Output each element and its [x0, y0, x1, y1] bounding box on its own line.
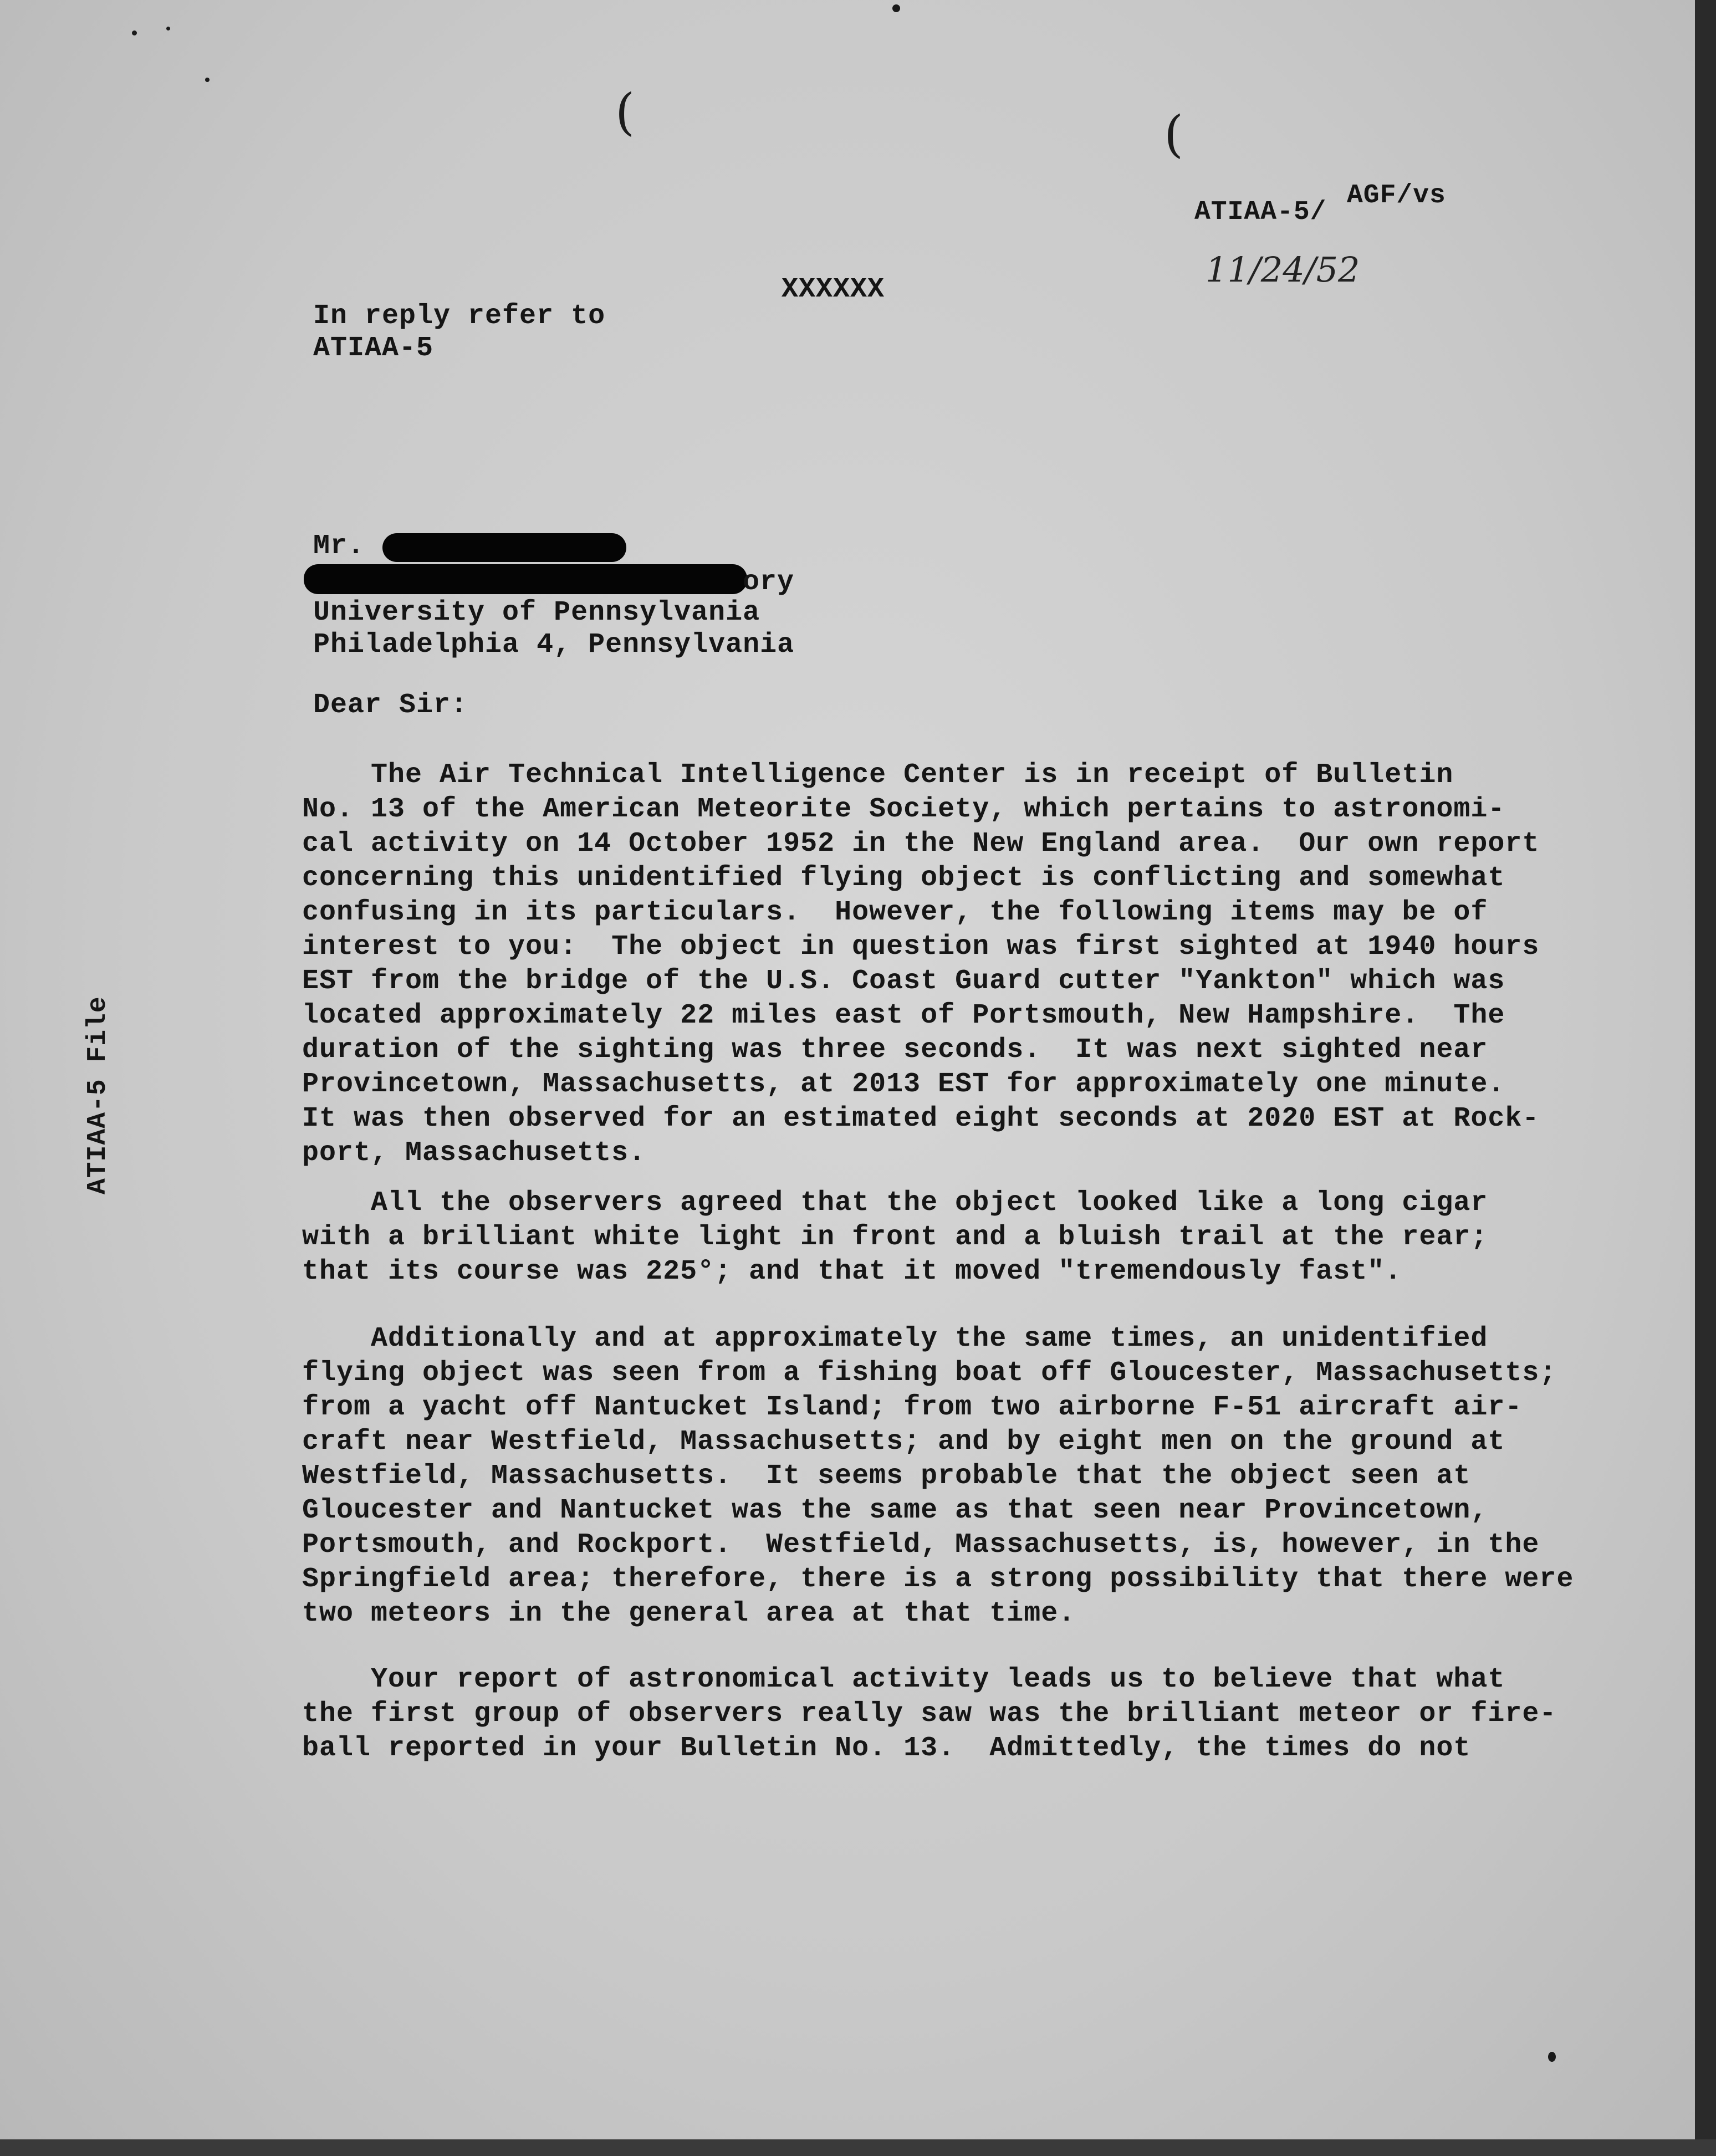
- body-line: Gloucester and Nantucket was the same as that seen near Provincetown,: [302, 1495, 1488, 1526]
- body-line: Westfield, Massachusetts. It seems probable that the object seen at: [302, 1460, 1471, 1492]
- reply-reference-line2: ATIAA-5: [313, 333, 434, 364]
- body-line: Provincetown, Massachusetts, at 2013 EST for approximately one minute.: [302, 1069, 1505, 1100]
- body-line: located approximately 22 miles east of Portsmouth, New Hampshire. The: [302, 1000, 1505, 1031]
- body-line: port, Massachusetts.: [302, 1137, 646, 1169]
- body-line: flying object was seen from a fishing boat off Gloucester, Massachusetts;: [302, 1357, 1557, 1389]
- body-line: No. 13 of the American Meteorite Society, which pertains to astronomi-: [302, 794, 1505, 825]
- addressee-institution: University of Pennsylvania: [313, 597, 760, 629]
- scan-border-right: [1695, 0, 1716, 2156]
- body-line: confusing in its particulars. However, the following items may be of: [302, 897, 1488, 928]
- body-line: Springfield area; therefore, there is a strong possibility that there were: [302, 1564, 1574, 1595]
- scan-border-bottom: [0, 2139, 1716, 2156]
- scan-mark: (: [1164, 105, 1184, 164]
- paragraph-3: [302, 1322, 1574, 1631]
- body-line: craft near Westfield, Massachusetts; and by eight men on the ground at: [302, 1426, 1505, 1458]
- body-line: with a brilliant white light in front and a bluish trail at the rear;: [302, 1222, 1488, 1253]
- redaction-bar: [382, 533, 626, 562]
- body-line: two meteors in the general area at that time.: [302, 1598, 1076, 1629]
- body-line: cal activity on 14 October 1952 in the New England area. Our own report: [302, 828, 1540, 860]
- addressee-line2-suffix: ory: [743, 566, 795, 598]
- redaction-bar: [304, 564, 747, 594]
- addressee-prefix: Mr.: [313, 530, 365, 562]
- scan-speck: [1548, 2052, 1556, 2062]
- body-line: the first group of observers really saw was the brilliant meteor or fire-: [302, 1698, 1557, 1730]
- body-line: Portsmouth, and Rockport. Westfield, Massachusetts, is, however, in the: [302, 1529, 1540, 1561]
- body-line: concerning this unidentified flying object is conflicting and somewhat: [302, 862, 1505, 894]
- scan-speck: [166, 27, 170, 30]
- body-line: It was then observed for an estimated eight seconds at 2020 EST at Rock-: [302, 1103, 1540, 1135]
- handwritten-date: 11/24/52: [1206, 249, 1360, 290]
- body-line: duration of the sighting was three seconds. It was next sighted near: [302, 1034, 1488, 1066]
- body-line: Additionally and at approximately the same times, an unidentified: [302, 1323, 1488, 1355]
- body-line: ball reported in your Bulletin No. 13. Admittedly, the times do not: [302, 1733, 1471, 1764]
- body-line: All the observers agreed that the object looked like a long cigar: [302, 1187, 1488, 1219]
- office-symbol: ATIAA-5/: [1194, 197, 1327, 227]
- scan-mark: (: [615, 83, 635, 141]
- body-line: that its course was 225°; and that it moved "tremendously fast".: [302, 1256, 1402, 1288]
- body-line: EST from the bridge of the U.S. Coast Guard cutter "Yankton" which was: [302, 965, 1505, 997]
- paragraph-2: [302, 1186, 1521, 1289]
- body-line: from a yacht off Nantucket Island; from two airborne F-51 aircraft air-: [302, 1392, 1523, 1423]
- body-line: interest to you: The object in question was first sighted at 1940 hours: [302, 931, 1540, 963]
- scan-speck: [205, 78, 210, 82]
- salutation: Dear Sir:: [313, 689, 468, 721]
- typist-initials: AGF/vs: [1347, 181, 1446, 211]
- scan-speck: [892, 4, 900, 12]
- reply-reference-line1: In reply refer to: [313, 300, 606, 332]
- paragraph-4: [302, 1663, 1557, 1766]
- addressee-city: Philadelphia 4, Pennsylvania: [313, 629, 795, 661]
- scan-speck: [132, 30, 137, 35]
- body-line: Your report of astronomical activity leads us to believe that what: [302, 1664, 1505, 1695]
- paragraph-1: [302, 758, 1540, 1171]
- file-margin-note: ATIAA-5 File: [83, 996, 113, 1194]
- struck-out-text: XXXXXX: [782, 274, 885, 305]
- body-line: The Air Technical Intelligence Center is in receipt of Bulletin: [302, 759, 1454, 791]
